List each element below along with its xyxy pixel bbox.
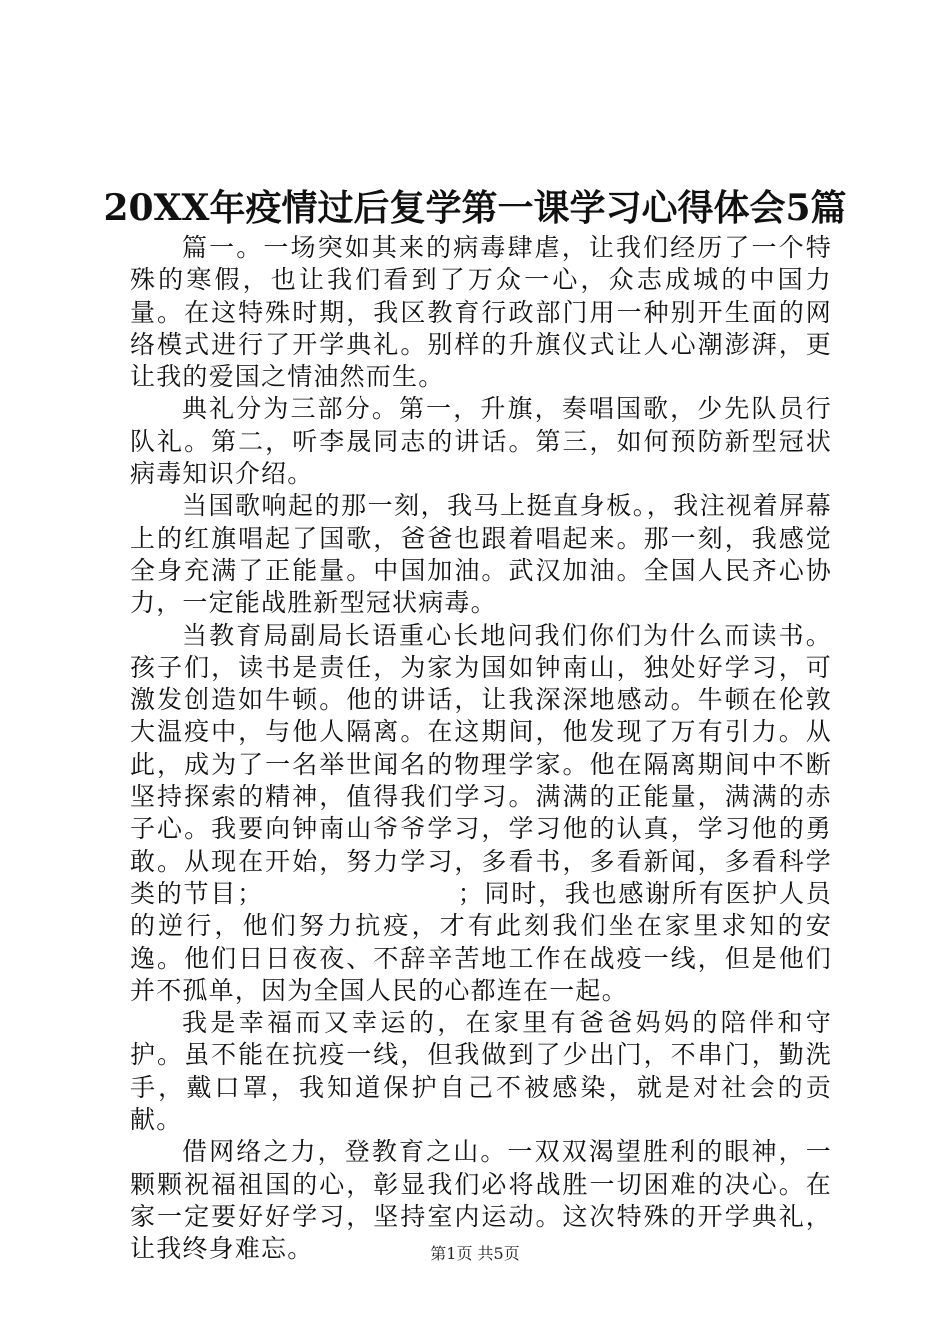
paragraph-1: 篇一。一场突如其来的病毒肆虐，让我们经历了一个特殊的寒假，也让我们看到了万众一心，众志成城的中国力量。在这特殊时期，我区教育行政部门用一种别开生面的网络模式进行了开学典礼。别样的升旗仪式让人心潮澎湃，更让我的爱国之情油然而生。 [130,233,832,392]
page-number: 第1页 共5页 [430,1244,520,1263]
page-footer [0,1244,950,1264]
paragraph-6: 借网络之力，登教育之山。一双双渴望胜利的眼神，一颗颗祝福祖国的心，彰显我们必将战胜一切困难的决心。在家一定要好好学习，坚持室内运动。这次特殊的开学典礼，让我终身难忘。 [130,1137,832,1264]
paragraph-4: 当教育局副局长语重心长地问我们你们为什么而读书。孩子们，读书是责任，为家为国如钟南山，独处好学习，可激发创造如牛顿。他的讲话，让我深深地感动。牛顿在伦敦大温疫中，与他人隔离。在这期间，他发现了万有引力。从此，成为了一名举世闻名的物理学家。他在隔离期间中不断坚持探索的精神，值得我们学习。满满的正能量，满满的赤子心。我要向钟南山爷爷学习，学习他的认真，学习他的勇敢。从现在开始，努力学习，多看书，多看新闻，多看科学类的节目； ；同时，我也感谢所有医护人员的逆行，他们努力抗疫，才有此刻我们坐在家里求知的安逸。他们日日夜夜、不辞辛苦地工作在战疫一线，但是他们并不孤单，因为全国人民的心都连在一起。 [130,620,832,1005]
paragraph-2: 典礼分为三部分。第一，升旗，奏唱国歌，少先队员行队礼。第二，听李晟同志的讲话。第三，如何预防新型冠状病毒知识介绍。 [130,394,832,489]
paragraph-3: 当国歌响起的那一刻，我马上挺直身板。，我注视着屏幕上的红旗唱起了国歌，爸爸也跟着唱起来。那一刻，我感觉全身充满了正能量。中国加油。武汉加油。全国人民齐心协力，一定能战胜新型冠状病毒。 [130,491,832,618]
paragraph-5: 我是幸福而又幸运的，在家里有爸爸妈妈的陪伴和守护。虽不能在抗疫一线，但我做到了少出门，不串门，勤洗手，戴口罩，我知道保护自己不被感染，就是对社会的贡献。 [130,1008,832,1135]
document-title: 20XX年疫情过后复学第一课学习心得体会5篇 [103,187,847,229]
document-body [130,232,832,1266]
